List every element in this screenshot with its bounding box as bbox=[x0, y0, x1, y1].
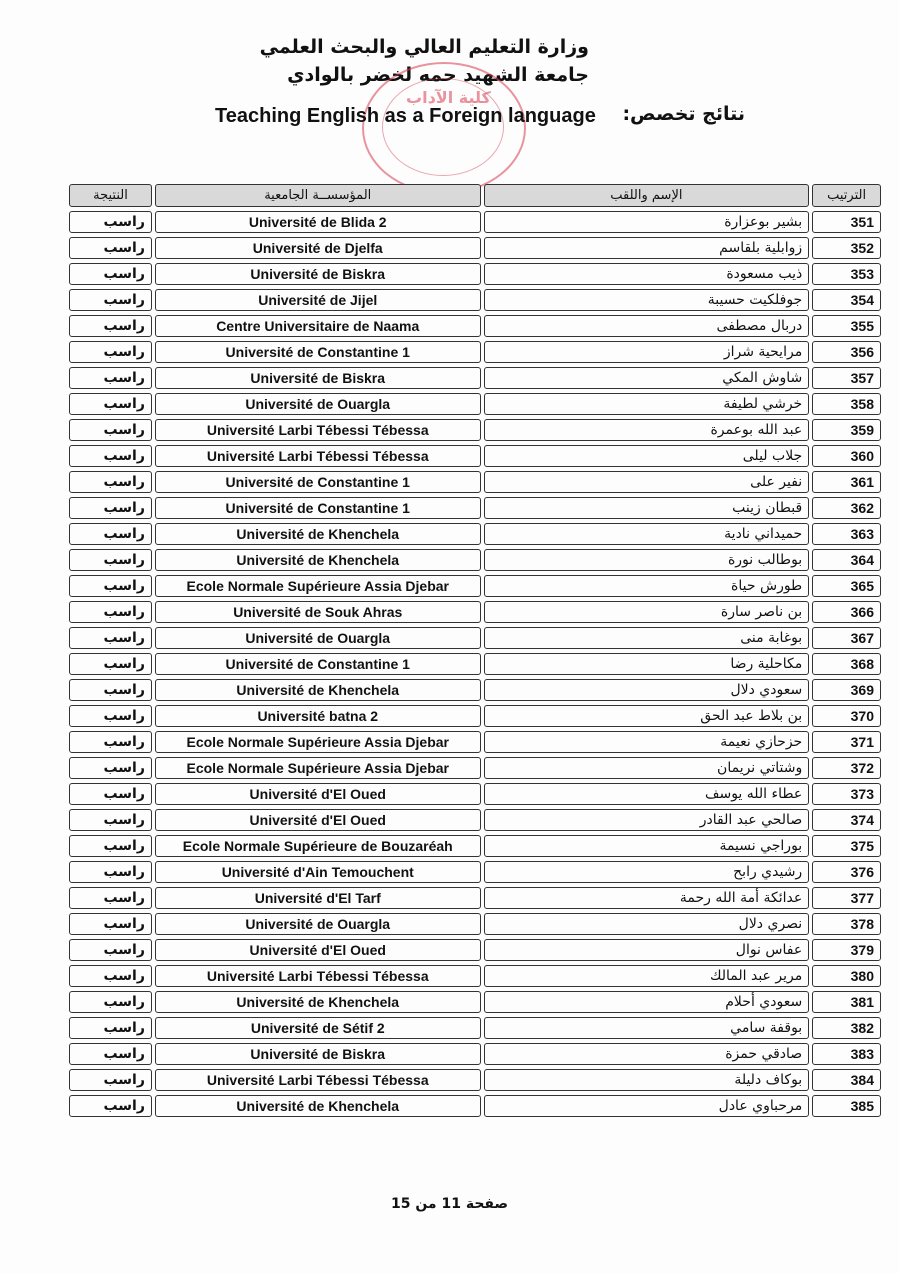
table-row bbox=[69, 835, 881, 857]
name-cell: حزحازي نعيمة bbox=[484, 731, 810, 753]
result-cell: راسب bbox=[69, 445, 152, 467]
institution-cell: Université Larbi Tébessi Tébessa bbox=[155, 445, 481, 467]
rank-cell: 367 bbox=[812, 627, 881, 649]
name-cell: بشير بوعزارة bbox=[484, 211, 810, 233]
table-row bbox=[69, 1043, 881, 1065]
name-cell: جلاب ليلى bbox=[484, 445, 810, 467]
table-row bbox=[69, 861, 881, 883]
result-cell: راسب bbox=[69, 419, 152, 441]
rank-cell: 373 bbox=[812, 783, 881, 805]
institution-cell: Université de Ouargla bbox=[155, 393, 481, 415]
table-row bbox=[69, 263, 881, 285]
name-cell: قبطان زينب bbox=[484, 497, 810, 519]
institution-cell: Ecole Normale Supérieure Assia Djebar bbox=[155, 731, 481, 753]
result-cell: راسب bbox=[69, 627, 152, 649]
result-cell: راسب bbox=[69, 497, 152, 519]
result-cell: راسب bbox=[69, 237, 152, 259]
rank-cell: 377 bbox=[812, 887, 881, 909]
table-row bbox=[69, 549, 881, 571]
rank-cell: 356 bbox=[812, 341, 881, 363]
institution-cell: Université de Biskra bbox=[155, 367, 481, 389]
university-heading: جامعة الشهيد حمه لخضر بالوادي bbox=[287, 64, 589, 86]
result-cell: راسب bbox=[69, 211, 152, 233]
table-row bbox=[69, 679, 881, 701]
institution-cell: Université de Biskra bbox=[155, 1043, 481, 1065]
institution-cell: Université de Khenchela bbox=[155, 1095, 481, 1117]
institution-cell: Université de Constantine 1 bbox=[155, 497, 481, 519]
table-row bbox=[69, 705, 881, 727]
rank-cell: 368 bbox=[812, 653, 881, 675]
table-row bbox=[69, 809, 881, 831]
table-row bbox=[69, 1095, 881, 1117]
institution-cell: Université de Souk Ahras bbox=[155, 601, 481, 623]
rank-cell: 355 bbox=[812, 315, 881, 337]
page-number: صفحة 11 من 15 bbox=[390, 1196, 509, 1212]
institution-cell: Université de Khenchela bbox=[155, 549, 481, 571]
institution-cell: Ecole Normale Supérieure Assia Djebar bbox=[155, 757, 481, 779]
table-row bbox=[69, 731, 881, 753]
institution-cell: Université Larbi Tébessi Tébessa bbox=[155, 419, 481, 441]
results-label: نتائج تخصص: bbox=[622, 103, 745, 125]
table-row bbox=[69, 237, 881, 259]
result-cell: راسب bbox=[69, 575, 152, 597]
institution-cell: Université d'Ain Temouchent bbox=[155, 861, 481, 883]
header-name: الإسم واللقب bbox=[484, 184, 810, 207]
institution-cell: Université d'El Oued bbox=[155, 939, 481, 961]
result-cell: راسب bbox=[69, 341, 152, 363]
name-cell: نفير على bbox=[484, 471, 810, 493]
result-cell: راسب bbox=[69, 367, 152, 389]
result-cell: راسب bbox=[69, 705, 152, 727]
institution-cell: Université de Khenchela bbox=[155, 523, 481, 545]
name-cell: وشتاتي نريمان bbox=[484, 757, 810, 779]
result-cell: راسب bbox=[69, 965, 152, 987]
name-cell: عفاس نوال bbox=[484, 939, 810, 961]
table-row bbox=[69, 211, 881, 233]
rank-cell: 352 bbox=[812, 237, 881, 259]
table-row bbox=[69, 1069, 881, 1091]
institution-cell: Université de Constantine 1 bbox=[155, 653, 481, 675]
result-cell: راسب bbox=[69, 887, 152, 909]
institution-cell: Université d'El Oued bbox=[155, 809, 481, 831]
rank-cell: 366 bbox=[812, 601, 881, 623]
rank-cell: 351 bbox=[812, 211, 881, 233]
rank-cell: 357 bbox=[812, 367, 881, 389]
name-cell: رشيدي رابح bbox=[484, 861, 810, 883]
rank-cell: 385 bbox=[812, 1095, 881, 1117]
result-cell: راسب bbox=[69, 835, 152, 857]
result-cell: راسب bbox=[69, 263, 152, 285]
name-cell: سعودي دلال bbox=[484, 679, 810, 701]
result-cell: راسب bbox=[69, 1043, 152, 1065]
rank-cell: 359 bbox=[812, 419, 881, 441]
institution-cell: Université Larbi Tébessi Tébessa bbox=[155, 965, 481, 987]
table-row bbox=[69, 497, 881, 519]
name-cell: بوطالب نورة bbox=[484, 549, 810, 571]
rank-cell: 376 bbox=[812, 861, 881, 883]
result-cell: راسب bbox=[69, 939, 152, 961]
rank-cell: 383 bbox=[812, 1043, 881, 1065]
rank-cell: 375 bbox=[812, 835, 881, 857]
table-row bbox=[69, 471, 881, 493]
institution-cell: Université de Djelfa bbox=[155, 237, 481, 259]
rank-cell: 362 bbox=[812, 497, 881, 519]
name-cell: بوغابة منى bbox=[484, 627, 810, 649]
rank-cell: 360 bbox=[812, 445, 881, 467]
institution-cell: Centre Universitaire de Naama bbox=[155, 315, 481, 337]
rank-cell: 361 bbox=[812, 471, 881, 493]
name-cell: بن بلاط عبد الحق bbox=[484, 705, 810, 727]
name-cell: عطاء الله يوسف bbox=[484, 783, 810, 805]
institution-cell: Université d'El Tarf bbox=[155, 887, 481, 909]
institution-cell: Université d'El Oued bbox=[155, 783, 481, 805]
institution-cell: Université batna 2 bbox=[155, 705, 481, 727]
table-row bbox=[69, 367, 881, 389]
name-cell: سعودي أحلام bbox=[484, 991, 810, 1013]
rank-cell: 371 bbox=[812, 731, 881, 753]
name-cell: مرحباوي عادل bbox=[484, 1095, 810, 1117]
institution-cell: Université de Khenchela bbox=[155, 991, 481, 1013]
rank-cell: 369 bbox=[812, 679, 881, 701]
result-cell: راسب bbox=[69, 289, 152, 311]
table-row bbox=[69, 341, 881, 363]
rank-cell: 353 bbox=[812, 263, 881, 285]
table-row bbox=[69, 445, 881, 467]
institution-cell: Université de Constantine 1 bbox=[155, 341, 481, 363]
rank-cell: 379 bbox=[812, 939, 881, 961]
result-cell: راسب bbox=[69, 861, 152, 883]
table-row bbox=[69, 575, 881, 597]
name-cell: حميداني نادية bbox=[484, 523, 810, 545]
name-cell: دربال مصطفى bbox=[484, 315, 810, 337]
table-body bbox=[69, 211, 881, 1117]
rank-cell: 381 bbox=[812, 991, 881, 1013]
result-cell: راسب bbox=[69, 1017, 152, 1039]
rank-cell: 365 bbox=[812, 575, 881, 597]
result-cell: راسب bbox=[69, 549, 152, 571]
table-row bbox=[69, 939, 881, 961]
table-row bbox=[69, 991, 881, 1013]
institution-cell: Université de Ouargla bbox=[155, 913, 481, 935]
result-cell: راسب bbox=[69, 1069, 152, 1091]
name-cell: جوفلكيت حسيبة bbox=[484, 289, 810, 311]
table-header-row bbox=[69, 184, 881, 207]
name-cell: طورش حياة bbox=[484, 575, 810, 597]
name-cell: ذيب مسعودة bbox=[484, 263, 810, 285]
header-rank: الترتيب bbox=[812, 184, 881, 207]
rank-cell: 380 bbox=[812, 965, 881, 987]
table-row bbox=[69, 523, 881, 545]
table-row bbox=[69, 783, 881, 805]
name-cell: بوكاف دليلة bbox=[484, 1069, 810, 1091]
table-row bbox=[69, 757, 881, 779]
result-cell: راسب bbox=[69, 913, 152, 935]
institution-cell: Université de Khenchela bbox=[155, 679, 481, 701]
name-cell: خرشي لطيفة bbox=[484, 393, 810, 415]
name-cell: مكاحلية رضا bbox=[484, 653, 810, 675]
institution-cell: Université de Sétif 2 bbox=[155, 1017, 481, 1039]
table-row bbox=[69, 653, 881, 675]
name-cell: بوقفة سامي bbox=[484, 1017, 810, 1039]
result-cell: راسب bbox=[69, 1095, 152, 1117]
institution-cell: Université de Jijel bbox=[155, 289, 481, 311]
title-row bbox=[215, 103, 745, 133]
institution-cell: Université de Ouargla bbox=[155, 627, 481, 649]
table-row bbox=[69, 393, 881, 415]
rank-cell: 378 bbox=[812, 913, 881, 935]
name-cell: نصري دلال bbox=[484, 913, 810, 935]
name-cell: شاوش المكي bbox=[484, 367, 810, 389]
result-cell: راسب bbox=[69, 471, 152, 493]
ministry-heading: وزارة التعليم العالي والبحث العلمي bbox=[259, 36, 589, 58]
name-cell: عدائكة أمة الله رحمة bbox=[484, 887, 810, 909]
name-cell: بن ناصر سارة bbox=[484, 601, 810, 623]
rank-cell: 370 bbox=[812, 705, 881, 727]
results-table bbox=[66, 180, 884, 1121]
rank-cell: 384 bbox=[812, 1069, 881, 1091]
result-cell: راسب bbox=[69, 783, 152, 805]
table-row bbox=[69, 965, 881, 987]
rank-cell: 372 bbox=[812, 757, 881, 779]
stamp-text: كلية الآداب bbox=[406, 88, 491, 107]
table-row bbox=[69, 1017, 881, 1039]
header-institution: المؤسســة الجامعية bbox=[155, 184, 481, 207]
result-cell: راسب bbox=[69, 523, 152, 545]
rank-cell: 358 bbox=[812, 393, 881, 415]
rank-cell: 364 bbox=[812, 549, 881, 571]
rank-cell: 363 bbox=[812, 523, 881, 545]
result-cell: راسب bbox=[69, 653, 152, 675]
header-result: النتيجة bbox=[69, 184, 152, 207]
rank-cell: 382 bbox=[812, 1017, 881, 1039]
institution-cell: Ecole Normale Supérieure de Bouzaréah bbox=[155, 835, 481, 857]
name-cell: بوراجي نسيمة bbox=[484, 835, 810, 857]
rank-cell: 374 bbox=[812, 809, 881, 831]
result-cell: راسب bbox=[69, 757, 152, 779]
result-cell: راسب bbox=[69, 601, 152, 623]
result-cell: راسب bbox=[69, 731, 152, 753]
rank-cell: 354 bbox=[812, 289, 881, 311]
result-cell: راسب bbox=[69, 991, 152, 1013]
name-cell: مرايحية شراز bbox=[484, 341, 810, 363]
table-row bbox=[69, 913, 881, 935]
name-cell: صالحي عبد القادر bbox=[484, 809, 810, 831]
institution-cell: Université de Blida 2 bbox=[155, 211, 481, 233]
table-row bbox=[69, 315, 881, 337]
table-row bbox=[69, 601, 881, 623]
institution-cell: Université de Constantine 1 bbox=[155, 471, 481, 493]
institution-cell: Université Larbi Tébessi Tébessa bbox=[155, 1069, 481, 1091]
institution-cell: Ecole Normale Supérieure Assia Djebar bbox=[155, 575, 481, 597]
table-row bbox=[69, 289, 881, 311]
result-cell: راسب bbox=[69, 679, 152, 701]
result-cell: راسب bbox=[69, 315, 152, 337]
name-cell: عبد الله بوعمرة bbox=[484, 419, 810, 441]
table-row bbox=[69, 887, 881, 909]
table-row bbox=[69, 627, 881, 649]
name-cell: صادقي حمزة bbox=[484, 1043, 810, 1065]
name-cell: مرير عبد المالك bbox=[484, 965, 810, 987]
result-cell: راسب bbox=[69, 809, 152, 831]
name-cell: زوابلية بلقاسم bbox=[484, 237, 810, 259]
institution-cell: Université de Biskra bbox=[155, 263, 481, 285]
specialty-title: Teaching English as a Foreign language bbox=[215, 105, 596, 127]
result-cell: راسب bbox=[69, 393, 152, 415]
table-row bbox=[69, 419, 881, 441]
